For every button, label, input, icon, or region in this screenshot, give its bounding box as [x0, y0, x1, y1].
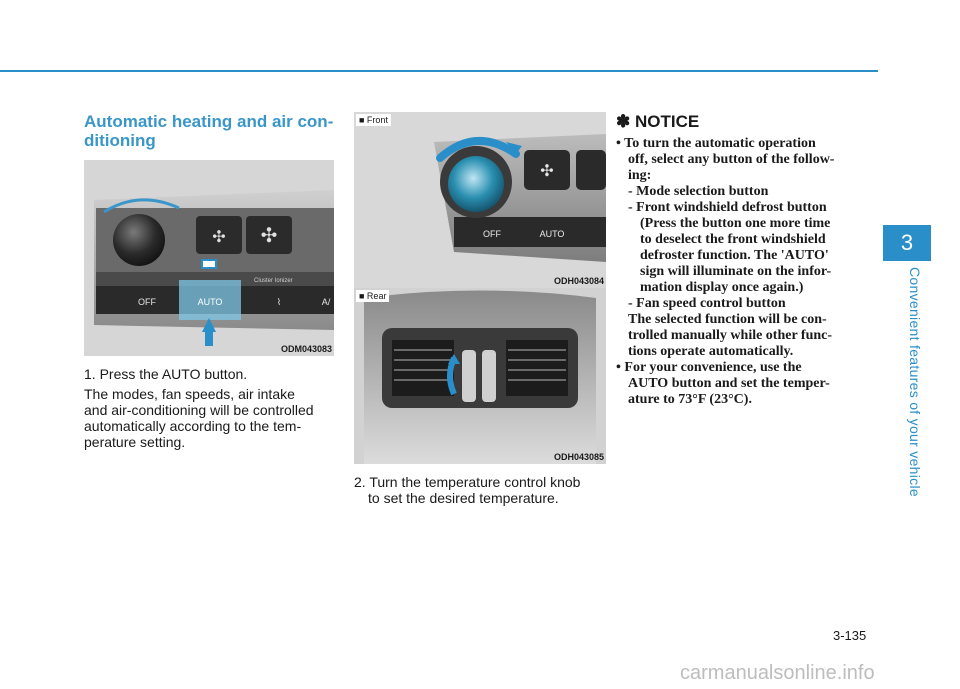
notice-line: AUTO button and set the temper-: [628, 376, 830, 391]
off-button-label: OFF: [138, 297, 156, 307]
notice-line: trolled manually while other func-: [628, 328, 833, 343]
rear-temp-dial-icon: [462, 350, 476, 402]
rear-vent-illustration: [354, 288, 606, 464]
section-heading: Automatic heating and air con- ditioning: [84, 112, 334, 150]
notice-line: sign will illuminate on the infor-: [640, 264, 832, 279]
page-number: 3-135: [833, 628, 867, 643]
ionizer-label: Cluster Ionizer: [254, 278, 293, 284]
fan-icon: ✣: [540, 163, 554, 180]
notice-line: to deselect the front windshield: [640, 232, 826, 247]
top-rule: [0, 70, 878, 72]
notice-line: mation display once again.): [640, 280, 804, 295]
step-2: 2. Turn the temperature control knob to set the desired temperature.: [354, 474, 581, 506]
column-1: [84, 112, 334, 450]
watermark[interactable]: carmanualsonline.info: [680, 662, 875, 684]
body-paragraph: The modes, fan speeds, air intake and air-conditioning will be controlled automatically according to the tem- perature setting.: [84, 386, 314, 450]
chapter-title: Convenient features of your vehicle: [907, 267, 923, 497]
front-figure-code: ODH043084: [553, 276, 604, 286]
rear-figure-code: ODH043085: [553, 452, 604, 462]
notice-line: • To turn the automatic operation: [616, 136, 816, 151]
fan-low-icon: ✣: [212, 229, 226, 246]
defrost-icon: ⌇: [276, 297, 282, 307]
notice-line: off, select any button of the follow-: [628, 152, 835, 167]
front-off-label: OFF: [483, 229, 501, 239]
front-auto-label: AUTO: [539, 229, 565, 239]
auto-button-figure: [84, 160, 334, 356]
notice-line: ature to 73°F (23°C).: [628, 392, 752, 407]
front-panel-illustration: [354, 112, 606, 288]
auto-button-label: AUTO: [197, 297, 223, 307]
front-tag: ■ Front: [356, 114, 391, 126]
climate-panel-illustration: [84, 160, 334, 356]
notice-line: (Press the button one more time: [640, 216, 831, 231]
fan-high-icon: ✣: [260, 225, 278, 247]
chapter-tab: [883, 225, 931, 515]
front-figure: [354, 112, 606, 288]
notice-line: - Front windshield defrost button: [628, 200, 827, 215]
notice-line: - Fan speed control button: [628, 296, 786, 311]
rear-figure: [354, 288, 606, 464]
chapter-number: 3: [883, 225, 931, 261]
temperature-knob-icon: [113, 214, 165, 266]
auto-indicator-icon: [202, 260, 216, 268]
temperature-knob-icon: [448, 156, 504, 212]
notice-column: [616, 112, 856, 408]
notice-line: ing:: [628, 168, 652, 183]
notice-title: ✽ NOTICE: [616, 112, 700, 131]
notice-line: defroster function. The 'AUTO': [640, 248, 829, 263]
step-1: 1. Press the AUTO button.: [84, 366, 248, 382]
ac-button-label: A/: [321, 297, 331, 307]
column-2: [354, 112, 606, 506]
figure-code: ODM043083: [280, 344, 332, 354]
notice-line: tions operate automatically.: [628, 344, 794, 359]
notice-line: The selected function will be con-: [628, 312, 827, 327]
notice-line: - Mode selection button: [628, 184, 769, 199]
notice-line: • For your convenience, use the: [616, 360, 802, 375]
rear-fan-dial-icon: [482, 350, 496, 402]
rear-tag: ■ Rear: [356, 290, 389, 302]
